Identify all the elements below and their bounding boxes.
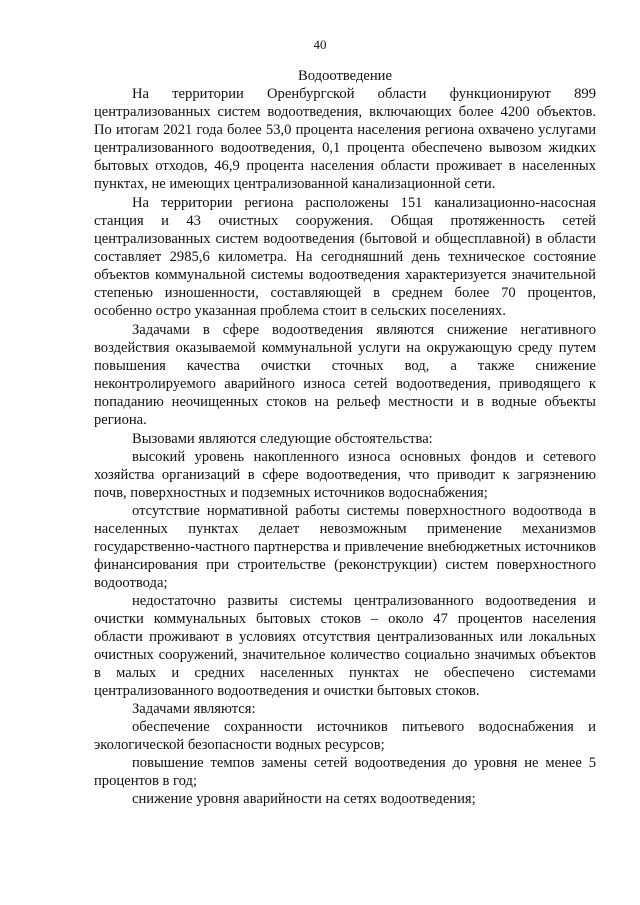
paragraph-task-accidents: снижение уровня аварийности на сетях водоотведения; (132, 791, 476, 807)
paragraph-task-protection: обеспечение сохранности источников питьевого водоснабжения и экологической безопасности водных ресурсов; (94, 719, 596, 753)
paragraph-goals: Задачами в сфере водоотведения являются снижение негативного воздействия оказываемой коммунальной услуги на окружающую среду путем повышения качества очистки сточных вод, а также снижение неконтролируемого аварийного износа сетей водоотведения, приводящего к попаданию неочищенных стоков на рельеф местности и в водные объекты региона. (94, 322, 596, 428)
paragraph-overview: На территории Оренбургской области функционируют 899 централизованных систем водоотведения, включающих более 4200 объектов. По итогам 2021 года более 53,0 процента населения региона охвачено услугами централизованного водоотведения, 0,1 процента обеспечено вывозом жидких бытовых отходов, 46,9 процента населения области проживает в населенных пунктах, не имеющих централизованной канализационной сети. (94, 86, 596, 192)
paragraph-task-replacement: повышение темпов замены сетей водоотведения до уровня не менее 5 процентов в год; (94, 755, 596, 789)
paragraph-challenge-treatment: недостаточно развиты системы централизованного водоотведения и очистки коммунальных бытовых стоков – около 47 процентов населения области проживают в условиях отсутствия централизованных или локальных очистных сооружений, значительное количество социально значимых объектов в малых и средних населенных пунктах не обеспечено системами централизованного водоотведения и очистки бытовых стоков. (94, 593, 596, 699)
document-body (94, 67, 596, 808)
section-title: Водоотведение (298, 68, 392, 84)
paragraph-tasks-intro: Задачами являются: (132, 701, 256, 717)
paragraph-challenges-intro: Вызовами являются следующие обстоятельства: (132, 431, 433, 447)
paragraph-challenge-drainage: отсутствие нормативной работы системы поверхностного водоотвода в населенных пунктах делает невозможным применение механизмов государственно-частного партнерства и привлечение внебюджетных источников финансирования при строительстве (реконструкции) систем поверхностного водоотвода; (94, 503, 596, 591)
paragraph-infrastructure: На территории региона расположены 151 канализационно-насосная станция и 43 очистных сооружения. Общая протяженность сетей централизованных систем водоотведения (бытовой и общесплавной) в области составляет 2985,6 километра. На сегодняшний день техническое состояние объектов коммунальной системы водоотведения характеризуется значительной степенью изношенности, составляющей в среднем более 70 процентов, особенно остро указанная проблема стоит в сельских поселениях. (94, 195, 596, 319)
paragraph-challenge-wear: высокий уровень накопленного износа основных фондов и сетевого хозяйства организаций в сфере водоотведения, что приводит к загрязнению почв, поверхностных и подземных источников водоснабжения; (94, 449, 596, 501)
page-number: 40 (313, 37, 327, 52)
